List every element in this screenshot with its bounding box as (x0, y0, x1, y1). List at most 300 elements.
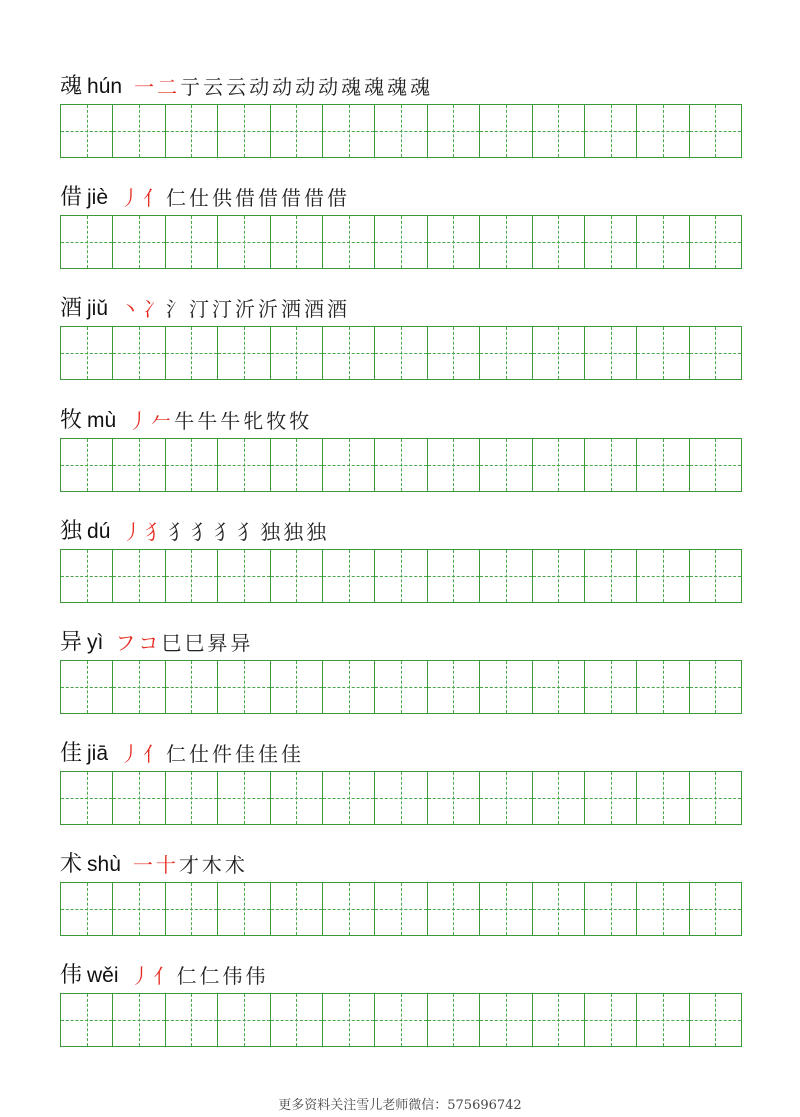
writing-cell[interactable] (113, 327, 165, 379)
writing-cell[interactable] (61, 439, 113, 491)
writing-cell[interactable] (637, 883, 689, 935)
stroke-step: 借 (281, 186, 302, 210)
stroke-step: 亻 (153, 964, 174, 988)
writing-cell[interactable] (637, 772, 689, 824)
stroke-step: 酒 (327, 297, 348, 321)
stroke-step: 汀 (189, 297, 210, 321)
guide-line-vertical (663, 661, 664, 713)
entry-header (60, 624, 742, 656)
guide-line-vertical (558, 105, 559, 157)
writing-cell[interactable] (113, 661, 165, 713)
guide-line-vertical (191, 883, 192, 935)
guide-line-vertical (244, 661, 245, 713)
writing-cell[interactable] (375, 883, 427, 935)
writing-cell[interactable] (637, 105, 689, 157)
stroke-step: 丿 (128, 409, 149, 433)
char-entry (60, 179, 742, 269)
writing-cell[interactable] (690, 439, 741, 491)
writing-cell[interactable] (166, 105, 218, 157)
guide-line-vertical (453, 994, 454, 1046)
guide-line-vertical (244, 772, 245, 824)
writing-cell[interactable] (637, 216, 689, 268)
stroke-step: 犭 (214, 520, 235, 544)
writing-cell[interactable] (323, 883, 375, 935)
guide-line-vertical (244, 550, 245, 602)
entry-header (60, 402, 742, 434)
guide-line-vertical (611, 216, 612, 268)
writing-cell[interactable] (323, 105, 375, 157)
stroke-step: 借 (304, 186, 325, 210)
pinyin: mù (87, 409, 117, 432)
writing-cell[interactable] (637, 327, 689, 379)
writing-cell[interactable] (323, 327, 375, 379)
guide-line-vertical (611, 994, 612, 1046)
writing-cell[interactable] (585, 327, 637, 379)
writing-grid (60, 215, 742, 269)
writing-cell[interactable] (428, 439, 480, 491)
stroke-step: 术 (224, 853, 245, 877)
stroke-step: 仁 (176, 964, 197, 988)
writing-cell[interactable] (533, 105, 585, 157)
guide-line-vertical (296, 439, 297, 491)
guide-line-vertical (191, 439, 192, 491)
writing-cell[interactable] (428, 216, 480, 268)
writing-cell[interactable] (533, 550, 585, 602)
guide-line-vertical (296, 105, 297, 157)
writing-grid (60, 438, 742, 492)
guide-line-vertical (191, 550, 192, 602)
writing-cell[interactable] (113, 216, 165, 268)
stroke-order-sequence (122, 519, 329, 545)
guide-line-vertical (663, 439, 664, 491)
guide-line-vertical (453, 439, 454, 491)
guide-line-vertical (663, 994, 664, 1046)
stroke-step: 木 (201, 853, 222, 877)
guide-line-vertical (139, 439, 140, 491)
writing-cell[interactable] (428, 550, 480, 602)
stroke-step: 氵 (166, 297, 187, 321)
char-entry (60, 846, 742, 936)
pinyin: wěi (87, 964, 119, 987)
stroke-order-sequence (120, 185, 350, 211)
char-entry (60, 957, 742, 1047)
writing-cell[interactable] (585, 994, 637, 1046)
writing-cell[interactable] (428, 327, 480, 379)
footer-note: 更多资料关注雪儿老师微信：575696742 (278, 1098, 522, 1113)
writing-cell[interactable] (271, 661, 323, 713)
stroke-step: 仕 (189, 742, 210, 766)
character: 伟 (60, 963, 83, 988)
writing-cell[interactable] (480, 439, 532, 491)
writing-grid (60, 771, 742, 825)
writing-cell[interactable] (637, 550, 689, 602)
guide-line-vertical (715, 772, 716, 824)
writing-cell[interactable] (61, 105, 113, 157)
guide-line-vertical (611, 550, 612, 602)
writing-cell[interactable] (690, 216, 741, 268)
guide-line-vertical (506, 772, 507, 824)
writing-grid (60, 104, 742, 158)
stroke-step: 借 (327, 186, 348, 210)
guide-line-vertical (244, 883, 245, 935)
writing-cell[interactable] (690, 105, 741, 157)
writing-cell[interactable] (585, 105, 637, 157)
guide-line-vertical (611, 772, 612, 824)
entry-header (60, 735, 742, 767)
stroke-step: 件 (212, 742, 233, 766)
writing-cell[interactable] (690, 772, 741, 824)
guide-line-vertical (506, 994, 507, 1046)
writing-cell[interactable] (585, 883, 637, 935)
writing-cell[interactable] (533, 883, 585, 935)
guide-line-vertical (191, 772, 192, 824)
guide-line-vertical (715, 439, 716, 491)
writing-cell[interactable] (480, 661, 532, 713)
writing-cell[interactable] (690, 883, 741, 935)
guide-line-vertical (663, 216, 664, 268)
stroke-step: 犭 (145, 520, 166, 544)
stroke-step: 二 (157, 75, 178, 99)
guide-line-vertical (401, 439, 402, 491)
stroke-step: 供 (212, 186, 233, 210)
writing-cell[interactable] (113, 883, 165, 935)
writing-cell[interactable] (166, 327, 218, 379)
guide-line-vertical (611, 883, 612, 935)
writing-cell[interactable] (375, 772, 427, 824)
writing-cell[interactable] (428, 772, 480, 824)
writing-cell[interactable] (166, 550, 218, 602)
stroke-step: 魂 (364, 75, 385, 99)
writing-cell[interactable] (533, 439, 585, 491)
writing-cell[interactable] (218, 439, 270, 491)
char-entry (60, 68, 742, 158)
writing-cell[interactable] (637, 439, 689, 491)
writing-cell[interactable] (533, 661, 585, 713)
stroke-order-sequence (120, 741, 304, 767)
character: 独 (60, 519, 83, 544)
stroke-step: 牧 (266, 409, 287, 433)
stroke-step: 伟 (245, 964, 266, 988)
stroke-step: コ (138, 631, 159, 655)
writing-grid (60, 326, 742, 380)
stroke-step: 冫 (143, 297, 164, 321)
guide-line-vertical (611, 661, 612, 713)
guide-line-vertical (87, 772, 88, 824)
guide-line-vertical (506, 327, 507, 379)
guide-line-vertical (453, 216, 454, 268)
writing-cell[interactable] (480, 772, 532, 824)
stroke-step: 仁 (166, 742, 187, 766)
stroke-step: 动 (272, 75, 293, 99)
writing-cell[interactable] (480, 550, 532, 602)
stroke-step: 十 (155, 853, 176, 877)
writing-cell[interactable] (271, 439, 323, 491)
guide-line-vertical (349, 661, 350, 713)
guide-line-vertical (506, 550, 507, 602)
guide-line-vertical (296, 994, 297, 1046)
writing-cell[interactable] (113, 772, 165, 824)
writing-cell[interactable] (690, 661, 741, 713)
stroke-step: 丿 (130, 964, 151, 988)
guide-line-vertical (715, 661, 716, 713)
writing-cell[interactable] (690, 327, 741, 379)
guide-line-vertical (139, 216, 140, 268)
guide-line-vertical (349, 772, 350, 824)
writing-cell[interactable] (61, 327, 113, 379)
guide-line-vertical (715, 994, 716, 1046)
guide-line-vertical (663, 327, 664, 379)
writing-cell[interactable] (218, 883, 270, 935)
guide-line-vertical (87, 216, 88, 268)
writing-cell[interactable] (271, 550, 323, 602)
entry-header (60, 513, 742, 545)
writing-cell[interactable] (428, 105, 480, 157)
guide-line-vertical (349, 550, 350, 602)
stroke-step: 云 (203, 75, 224, 99)
writing-cell[interactable] (585, 550, 637, 602)
guide-line-vertical (401, 550, 402, 602)
stroke-step: 沂 (235, 297, 256, 321)
writing-cell[interactable] (61, 994, 113, 1046)
character: 牧 (60, 408, 83, 433)
stroke-step: 丶 (120, 297, 141, 321)
stroke-step: 犭 (168, 520, 189, 544)
guide-line-vertical (87, 439, 88, 491)
guide-line-vertical (87, 327, 88, 379)
char-entry (60, 290, 742, 380)
writing-cell[interactable] (585, 661, 637, 713)
guide-line-vertical (139, 772, 140, 824)
char-entry (60, 513, 742, 603)
stroke-step: 巳 (184, 631, 205, 655)
stroke-step: 犭 (191, 520, 212, 544)
stroke-step: 犭 (237, 520, 258, 544)
guide-line-vertical (663, 772, 664, 824)
stroke-step: 才 (178, 853, 199, 877)
writing-cell[interactable] (218, 772, 270, 824)
writing-cell[interactable] (323, 550, 375, 602)
writing-cell[interactable] (271, 216, 323, 268)
writing-cell[interactable] (428, 661, 480, 713)
guide-line-vertical (506, 105, 507, 157)
writing-cell[interactable] (533, 994, 585, 1046)
stroke-step: 借 (258, 186, 279, 210)
writing-cell[interactable] (61, 216, 113, 268)
character: 酒 (60, 296, 83, 321)
entry-header (60, 846, 742, 878)
guide-line-vertical (401, 105, 402, 157)
char-entry (60, 624, 742, 714)
stroke-step: 酒 (304, 297, 325, 321)
writing-cell[interactable] (218, 327, 270, 379)
writing-cell[interactable] (480, 105, 532, 157)
writing-cell[interactable] (375, 550, 427, 602)
pinyin: jiā (87, 742, 109, 765)
guide-line-vertical (558, 661, 559, 713)
stroke-step: 亻 (143, 742, 164, 766)
guide-line-vertical (506, 883, 507, 935)
entry-header (60, 68, 742, 100)
entry-header (60, 290, 742, 322)
writing-cell[interactable] (166, 883, 218, 935)
writing-cell[interactable] (375, 661, 427, 713)
writing-cell[interactable] (166, 661, 218, 713)
entry-header (60, 179, 742, 211)
guide-line-vertical (349, 327, 350, 379)
guide-line-vertical (558, 216, 559, 268)
writing-cell[interactable] (323, 216, 375, 268)
guide-line-vertical (401, 327, 402, 379)
writing-grid (60, 882, 742, 936)
pinyin: yì (87, 631, 104, 654)
guide-line-vertical (715, 883, 716, 935)
guide-line-vertical (401, 994, 402, 1046)
writing-cell[interactable] (480, 327, 532, 379)
stroke-step: 𠂉 (151, 409, 172, 433)
guide-line-vertical (296, 550, 297, 602)
writing-cell[interactable] (585, 439, 637, 491)
guide-line-vertical (349, 439, 350, 491)
writing-cell[interactable] (375, 327, 427, 379)
stroke-step: 丿 (120, 186, 141, 210)
stroke-step: 魂 (410, 75, 431, 99)
stroke-step: 独 (260, 520, 281, 544)
guide-line-vertical (191, 327, 192, 379)
guide-line-vertical (401, 772, 402, 824)
writing-cell[interactable] (218, 216, 270, 268)
writing-cell[interactable] (533, 216, 585, 268)
writing-cell[interactable] (480, 216, 532, 268)
guide-line-vertical (558, 439, 559, 491)
writing-cell[interactable] (585, 216, 637, 268)
writing-cell[interactable] (218, 105, 270, 157)
writing-cell[interactable] (166, 772, 218, 824)
stroke-step: 独 (306, 520, 327, 544)
writing-cell[interactable] (218, 994, 270, 1046)
writing-cell[interactable] (323, 772, 375, 824)
stroke-step: 牝 (243, 409, 264, 433)
writing-cell[interactable] (323, 439, 375, 491)
stroke-order-sequence (115, 630, 253, 656)
writing-cell[interactable] (428, 883, 480, 935)
writing-cell[interactable] (61, 550, 113, 602)
writing-grid (60, 660, 742, 714)
guide-line-vertical (349, 105, 350, 157)
writing-cell[interactable] (218, 661, 270, 713)
guide-line-vertical (663, 105, 664, 157)
writing-cell[interactable] (113, 439, 165, 491)
guide-line-vertical (715, 550, 716, 602)
stroke-step: 动 (295, 75, 316, 99)
pinyin: dú (87, 520, 111, 543)
guide-line-vertical (296, 327, 297, 379)
guide-line-vertical (191, 105, 192, 157)
writing-cell[interactable] (61, 772, 113, 824)
writing-cell[interactable] (375, 216, 427, 268)
character: 佳 (60, 741, 83, 766)
stroke-order-sequence (131, 963, 269, 989)
guide-line-vertical (349, 216, 350, 268)
writing-cell[interactable] (271, 327, 323, 379)
writing-cell[interactable] (323, 661, 375, 713)
writing-cell[interactable] (113, 550, 165, 602)
guide-line-vertical (296, 883, 297, 935)
character: 借 (60, 185, 83, 210)
guide-line-vertical (401, 216, 402, 268)
guide-line-vertical (506, 216, 507, 268)
stroke-step: 牛 (197, 409, 218, 433)
writing-cell[interactable] (375, 105, 427, 157)
character: 魂 (60, 74, 83, 99)
writing-cell[interactable] (637, 994, 689, 1046)
stroke-order-sequence (128, 408, 312, 434)
guide-line-vertical (453, 772, 454, 824)
stroke-step: 丿 (120, 742, 141, 766)
writing-cell[interactable] (61, 661, 113, 713)
guide-line-vertical (558, 883, 559, 935)
writing-cell[interactable] (480, 883, 532, 935)
guide-line-vertical (401, 883, 402, 935)
writing-cell[interactable] (166, 439, 218, 491)
stroke-step: 动 (249, 75, 270, 99)
stroke-step: 魂 (341, 75, 362, 99)
writing-cell[interactable] (271, 994, 323, 1046)
writing-cell[interactable] (113, 105, 165, 157)
stroke-order-sequence (133, 852, 248, 878)
guide-line-vertical (139, 550, 140, 602)
writing-cell[interactable] (585, 772, 637, 824)
writing-cell[interactable] (428, 994, 480, 1046)
writing-cell[interactable] (218, 550, 270, 602)
stroke-step: 云 (226, 75, 247, 99)
guide-line-vertical (663, 883, 664, 935)
writing-cell[interactable] (637, 661, 689, 713)
writing-cell[interactable] (323, 994, 375, 1046)
guide-line-vertical (663, 550, 664, 602)
stroke-order-sequence (120, 296, 350, 322)
guide-line-vertical (87, 661, 88, 713)
guide-line-vertical (139, 994, 140, 1046)
stroke-step: 沂 (258, 297, 279, 321)
writing-cell[interactable] (271, 772, 323, 824)
guide-line-vertical (453, 550, 454, 602)
writing-cell[interactable] (375, 994, 427, 1046)
writing-cell[interactable] (113, 994, 165, 1046)
writing-cell[interactable] (690, 550, 741, 602)
writing-cell[interactable] (375, 439, 427, 491)
writing-cell[interactable] (690, 994, 741, 1046)
writing-cell[interactable] (480, 994, 532, 1046)
writing-cell[interactable] (61, 883, 113, 935)
guide-line-vertical (611, 105, 612, 157)
pinyin: shù (87, 853, 121, 876)
writing-cell[interactable] (271, 105, 323, 157)
writing-cell[interactable] (166, 994, 218, 1046)
guide-line-vertical (244, 105, 245, 157)
writing-cell[interactable] (533, 772, 585, 824)
guide-line-vertical (558, 550, 559, 602)
writing-cell[interactable] (533, 327, 585, 379)
stroke-step: 仁 (166, 186, 187, 210)
guide-line-vertical (715, 327, 716, 379)
stroke-step: 动 (318, 75, 339, 99)
writing-cell[interactable] (271, 883, 323, 935)
guide-line-vertical (349, 883, 350, 935)
writing-cell[interactable] (166, 216, 218, 268)
guide-line-vertical (611, 439, 612, 491)
guide-line-vertical (715, 216, 716, 268)
guide-line-vertical (139, 883, 140, 935)
